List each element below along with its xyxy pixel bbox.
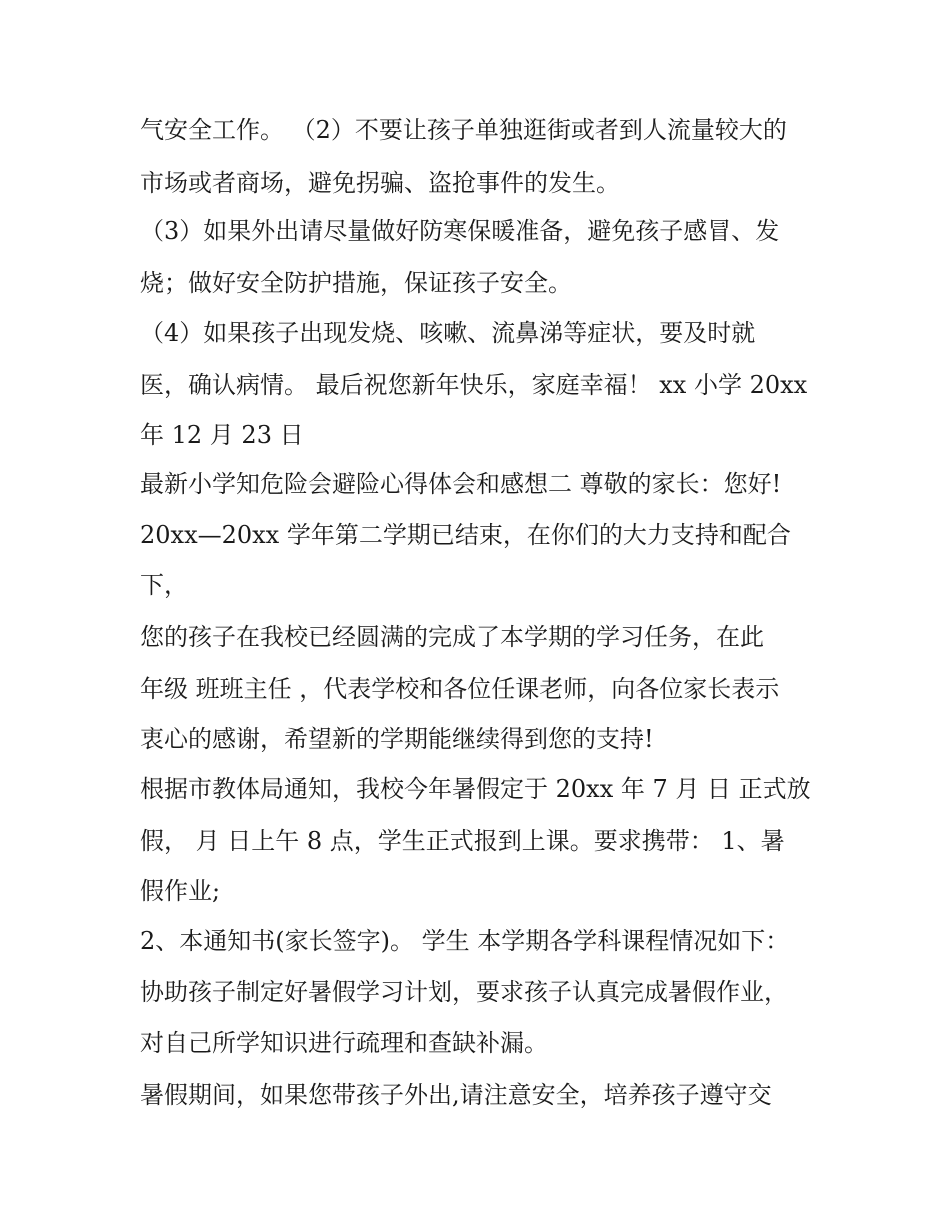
text-line: 假作业; bbox=[140, 877, 221, 905]
text-line: 假， 月 日上午 8 点，学生正式报到上课。要求携带： 1、暑 bbox=[140, 827, 785, 855]
text-line: 市场或者商场，避免拐骗、盗抢事件的发生。 bbox=[140, 169, 620, 197]
text-line: （4）如果孩子出现发烧、咳嗽、流鼻涕等症状，要及时就 bbox=[140, 319, 756, 347]
text-line: 年 12 月 23 日 bbox=[140, 421, 304, 449]
text-line: 医，确认病情。 最后祝您新年快乐，家庭幸福！ xx 小学 20xx bbox=[140, 371, 808, 399]
text-line: 衷心的感谢，希望新的学期能继续得到您的支持! bbox=[140, 725, 654, 753]
text-line: 对自己所学知识进行疏理和查缺补漏。 bbox=[140, 1029, 548, 1057]
text-line: 2、本通知书(家长签字)。 学生 本学期各学科课程情况如下： bbox=[140, 927, 790, 955]
text-line: 烧；做好安全防护措施，保证孩子安全。 bbox=[140, 269, 572, 297]
text-line: 20xx—20xx 学年第二学期已结束，在你们的大力支持和配合 bbox=[140, 521, 791, 549]
text-line: 最新小学知危险会避险心得体会和感想二 尊敬的家长：您好! bbox=[140, 470, 782, 498]
text-line: 您的孩子在我校已经圆满的完成了本学期的学习任务，在此 bbox=[140, 623, 764, 651]
text-line: 气安全工作。 （2）不要让孩子单独逛街或者到人流量较大的 bbox=[140, 116, 787, 144]
text-line: 协助孩子制定好暑假学习计划，要求孩子认真完成暑假作业， bbox=[140, 978, 788, 1006]
text-line: （3）如果外出请尽量做好防寒保暖准备，避免孩子感冒、发 bbox=[140, 217, 780, 245]
text-line: 暑假期间，如果您带孩子外出,请注意安全，培养孩子遵守交 bbox=[140, 1081, 772, 1109]
text-line: 根据市教体局通知，我校今年暑假定于 20xx 年 7 月 日 正式放 bbox=[140, 775, 811, 803]
text-line: 年级 班班主任 ，代表学校和各位任课老师，向各位家长表示 bbox=[140, 675, 780, 703]
text-line: 下， bbox=[140, 571, 188, 599]
